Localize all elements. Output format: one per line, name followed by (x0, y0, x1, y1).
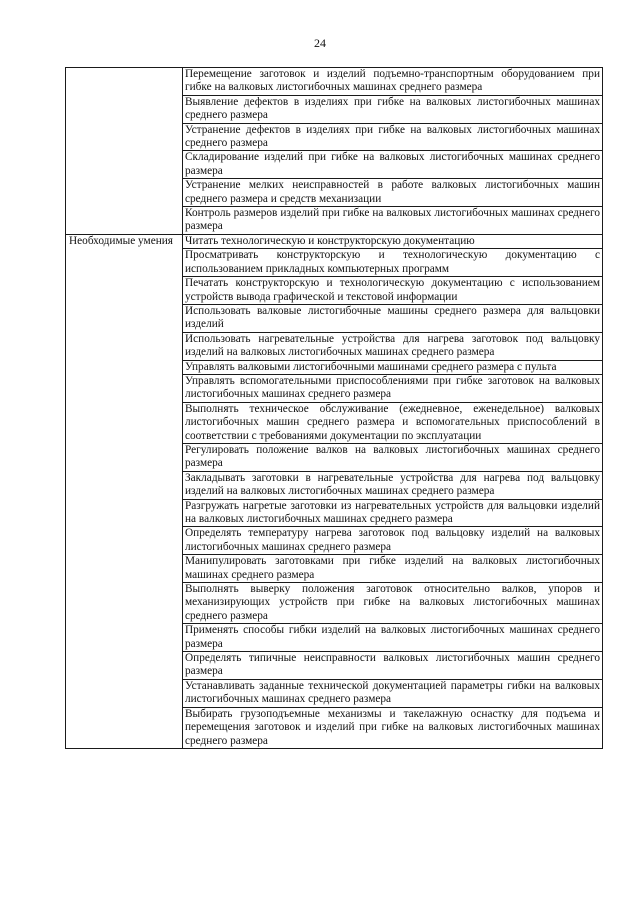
table-cell-description: Управлять вспомогательными приспособлениями при гибке заготовок на валковых листогибочных машинах среднего размера (183, 374, 603, 402)
table-cell-description: Разгружать нагретые заготовки из нагревательных устройств для вальцовки изделий на валковых листогибочных машинах среднего размера (183, 499, 603, 527)
table-cell-description: Выявление дефектов в изделиях при гибке на валковых листогибочных машинах среднего размера (183, 95, 603, 123)
section-label: Необходимые умения (66, 234, 183, 748)
table-row (66, 68, 603, 96)
table-cell-description: Манипулировать заготовками при гибке изделий на валковых листогибочных машинах среднего размера (183, 555, 603, 583)
table-cell-description: Выполнять техническое обслуживание (ежедневное, еженедельное) валковых листогибочных машин среднего размера и вспомогательных приспособлений в соответствии с требованиями документации по эксплуатации (183, 402, 603, 443)
table-cell-description: Устранение мелких неисправностей в работе валковых листогибочных машин среднего размера и средств механизации (183, 179, 603, 207)
page-number: 24 (314, 36, 326, 50)
table-cell-description: Складирование изделий при гибке на валковых листогибочных машинах среднего размера (183, 151, 603, 179)
table-cell-description: Перемещение заготовок и изделий подъемно-транспортным оборудованием при гибке на валковых листогибочных машинах среднего размера (183, 68, 603, 96)
requirements-table (65, 67, 603, 749)
section-label-empty (66, 68, 183, 235)
table-cell-description: Применять способы гибки изделий на валковых листогибочных машинах среднего размера (183, 624, 603, 652)
table-cell-description: Контроль размеров изделий при гибке на валковых листогибочных машинах среднего размера (183, 207, 603, 235)
table-row (66, 234, 603, 248)
table-cell-description: Просматривать конструкторскую и технологическую документацию с использованием прикладных компьютерных программ (183, 249, 603, 277)
table-cell-description: Печатать конструкторскую и технологическую документацию с использованием устройств вывода графической и текстовой информации (183, 277, 603, 305)
table-cell-description: Читать технологическую и конструкторскую документацию (183, 234, 603, 248)
table-cell-description: Использовать валковые листогибочные машины среднего размера для вальцовки изделий (183, 304, 603, 332)
table-cell-description: Управлять валковыми листогибочными машинами среднего размера с пульта (183, 360, 603, 374)
table-cell-description: Устанавливать заданные технической документацией параметры гибки на валковых листогибочных машинах среднего размера (183, 679, 603, 707)
table-cell-description: Использовать нагревательные устройства для нагрева заготовок под вальцовку изделий на валковых листогибочных машинах среднего размера (183, 332, 603, 360)
table-cell-description: Выбирать грузоподъемные механизмы и такелажную оснастку для подъема и перемещения заготовок и изделий при гибке на валковых листогибочных машинах среднего размера (183, 707, 603, 748)
table-cell-description: Определять температуру нагрева заготовок под вальцовку изделий на валковых листогибочных машинах среднего размера (183, 527, 603, 555)
table-cell-description: Устранение дефектов в изделиях при гибке на валковых листогибочных машинах среднего размера (183, 123, 603, 151)
requirements-table-body (66, 68, 603, 749)
table-cell-description: Определять типичные неисправности валковых листогибочных машин среднего размера (183, 652, 603, 680)
table-cell-description: Выполнять выверку положения заготовок относительно валков, упоров и механизирующих устройств при гибке на валковых листогибочных машинах среднего размера (183, 583, 603, 624)
table-cell-description: Закладывать заготовки в нагревательные устройства для нагрева под вальцовку изделий на валковых листогибочных машинах среднего размера (183, 471, 603, 499)
table-cell-description: Регулировать положение валков на валковых листогибочных машинах среднего размера (183, 443, 603, 471)
